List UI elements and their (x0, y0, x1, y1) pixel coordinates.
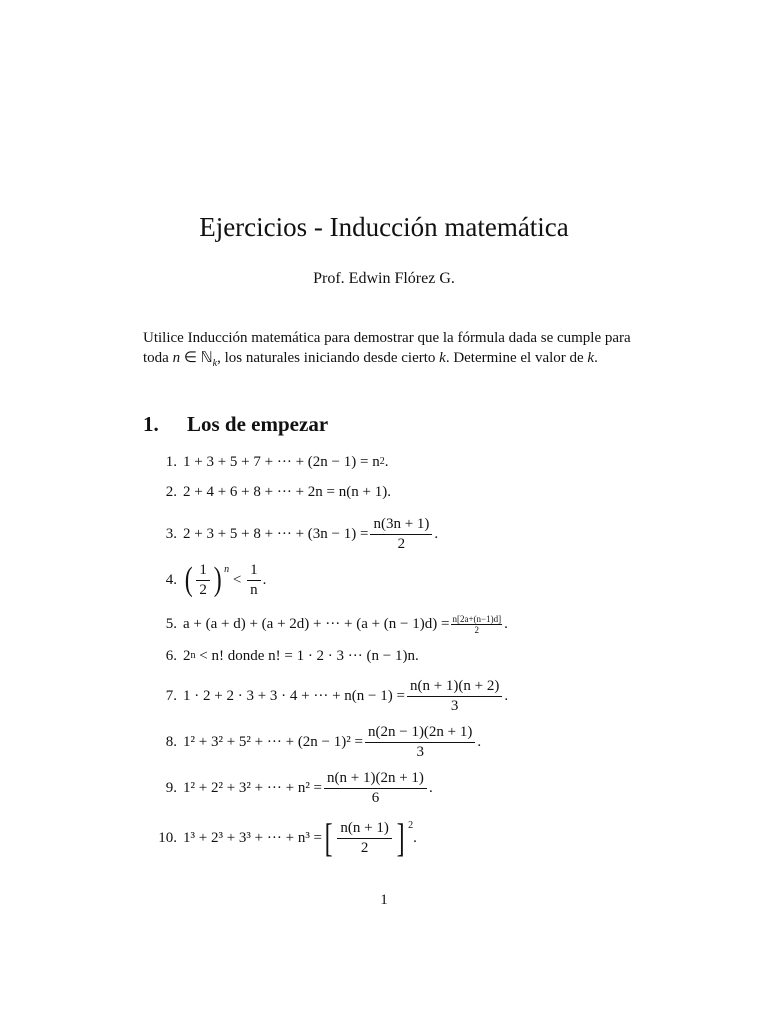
formula-tail: . (434, 525, 439, 542)
intro-in-symbol: ∈ (180, 350, 201, 366)
section-number: 1. (143, 412, 159, 436)
formula-lhs: 1 · 2 + 2 · 3 + 3 · 4 + ··· + n(n − 1) = (183, 687, 405, 704)
fraction-numerator: n(n + 1) (337, 820, 391, 839)
fraction (365, 724, 475, 761)
fraction-denominator: 2 (474, 624, 480, 635)
intro-paragraph (143, 328, 643, 374)
exercise-item (148, 558, 618, 602)
item-formula (183, 770, 433, 807)
fraction (407, 678, 502, 715)
intro-var-k-2: k (587, 350, 595, 366)
item-formula (183, 724, 481, 761)
page-number: 1 (380, 892, 388, 908)
fraction-numerator: n(n + 1)(n + 2) (407, 678, 502, 697)
right-bracket: ] (396, 815, 405, 860)
document-title: Ejercicios - Inducción matemática (199, 212, 569, 242)
item-number: 9. (165, 779, 177, 796)
exercise-item (148, 766, 618, 810)
item-formula (183, 516, 438, 553)
item-formula (183, 562, 266, 599)
fraction-denominator: 2 (360, 839, 369, 856)
exercise-item (148, 674, 618, 718)
exercise-item (148, 634, 618, 678)
formula-tail: . (262, 571, 267, 588)
fraction (370, 516, 432, 553)
fraction (451, 614, 502, 635)
left-paren: ( (184, 561, 193, 598)
item-formula (183, 614, 508, 635)
formula-tail: . (413, 829, 417, 846)
formula-rest: < n! donde n! = 1 · 2 · 3 ··· (n − 1)n. (195, 647, 419, 664)
item-formula (183, 678, 508, 715)
fraction-denominator: n (250, 581, 258, 598)
item-formula: 2 n < n! donde n! = 1 · 2 · 3 ··· (n − 1)n. (183, 647, 419, 664)
item-number: 4. (165, 571, 177, 588)
intro-text-3: . Determine el valor de (445, 350, 588, 366)
formula-exponent: 2 (408, 820, 414, 831)
fraction-numerator: 1 (196, 562, 210, 581)
formula-lhs: 1² + 2² + 3² + ··· + n² = (183, 779, 323, 796)
item-number: 10. (158, 829, 177, 846)
intro-var-k: k (439, 350, 446, 366)
fraction-numerator: n(3n + 1) (370, 516, 432, 535)
intro-text-1: Utilice Inducción matemática para demostrar que la fórmula dada se cumple para toda (143, 330, 631, 366)
intro-naturals-symbol: ℕ (200, 350, 213, 366)
formula-lhs: 1² + 3² + 5² + ··· + (2n − 1)² = (183, 733, 363, 750)
fraction (324, 770, 427, 807)
item-number: 3. (165, 525, 177, 542)
formula-tail: . (428, 779, 433, 796)
item-number: 5. (165, 615, 177, 632)
formula-tail: . (477, 733, 482, 750)
formula-tail: . (384, 453, 389, 470)
fraction (196, 562, 210, 599)
fraction-denominator: 6 (371, 789, 380, 806)
formula-lhs: 2 + 3 + 5 + 8 + ··· + (3n − 1) = (183, 525, 369, 542)
fraction-denominator: 2 (397, 535, 406, 552)
item-formula (183, 815, 417, 860)
formula-lhs: a + (a + d) + (a + 2d) + ··· + (a + (n − 1)d) = (183, 615, 450, 632)
formula-base: 2 (183, 647, 191, 664)
exercise-item (148, 470, 618, 514)
item-formula: 2 + 4 + 6 + 8 + ··· + 2n = n(n + 1). (183, 483, 391, 500)
formula-operator: < (229, 571, 246, 588)
item-number: 6. (165, 647, 177, 664)
fraction-denominator: 3 (450, 697, 459, 714)
section-heading (143, 412, 328, 437)
exercise-item (148, 720, 618, 764)
fraction-numerator: n[2a+(n−1)d] (452, 613, 502, 624)
item-formula: 1 + 3 + 5 + 7 + ··· + (2n − 1) = n 2 . (183, 453, 389, 470)
intro-text-4: . (594, 350, 598, 366)
exercise-item (148, 816, 618, 860)
fraction-numerator: 1 (247, 562, 261, 581)
left-bracket: [ (324, 815, 333, 860)
fraction (337, 820, 391, 857)
formula-tail: . (504, 687, 509, 704)
formula-exponent: n (224, 563, 230, 575)
formula-lhs: 1³ + 2³ + 3³ + ··· + n³ = (183, 829, 323, 846)
section-title: Los de empezar (187, 412, 329, 436)
author-line: Prof. Edwin Flórez G. (313, 270, 455, 287)
intro-text-2: , los naturales iniciando desde cierto (217, 350, 440, 366)
fraction-denominator: 2 (199, 581, 207, 598)
intro-naturals-subscript: k (212, 358, 218, 369)
right-paren: ) (213, 561, 222, 598)
fraction-numerator: n(n + 1)(2n + 1) (324, 770, 427, 789)
exercise-item (148, 512, 618, 556)
fraction-numerator: n(2n − 1)(2n + 1) (365, 724, 475, 743)
item-number: 7. (165, 687, 177, 704)
item-number: 1. (165, 453, 177, 470)
formula-lhs: 1 + 3 + 5 + 7 + ··· + (2n − 1) = n (183, 453, 380, 470)
item-number: 2. (165, 483, 177, 500)
formula-tail: . (504, 615, 508, 632)
fraction-denominator: 3 (416, 743, 424, 760)
item-number: 8. (165, 733, 177, 750)
fraction (247, 562, 261, 599)
intro-var-n: n (172, 350, 181, 366)
